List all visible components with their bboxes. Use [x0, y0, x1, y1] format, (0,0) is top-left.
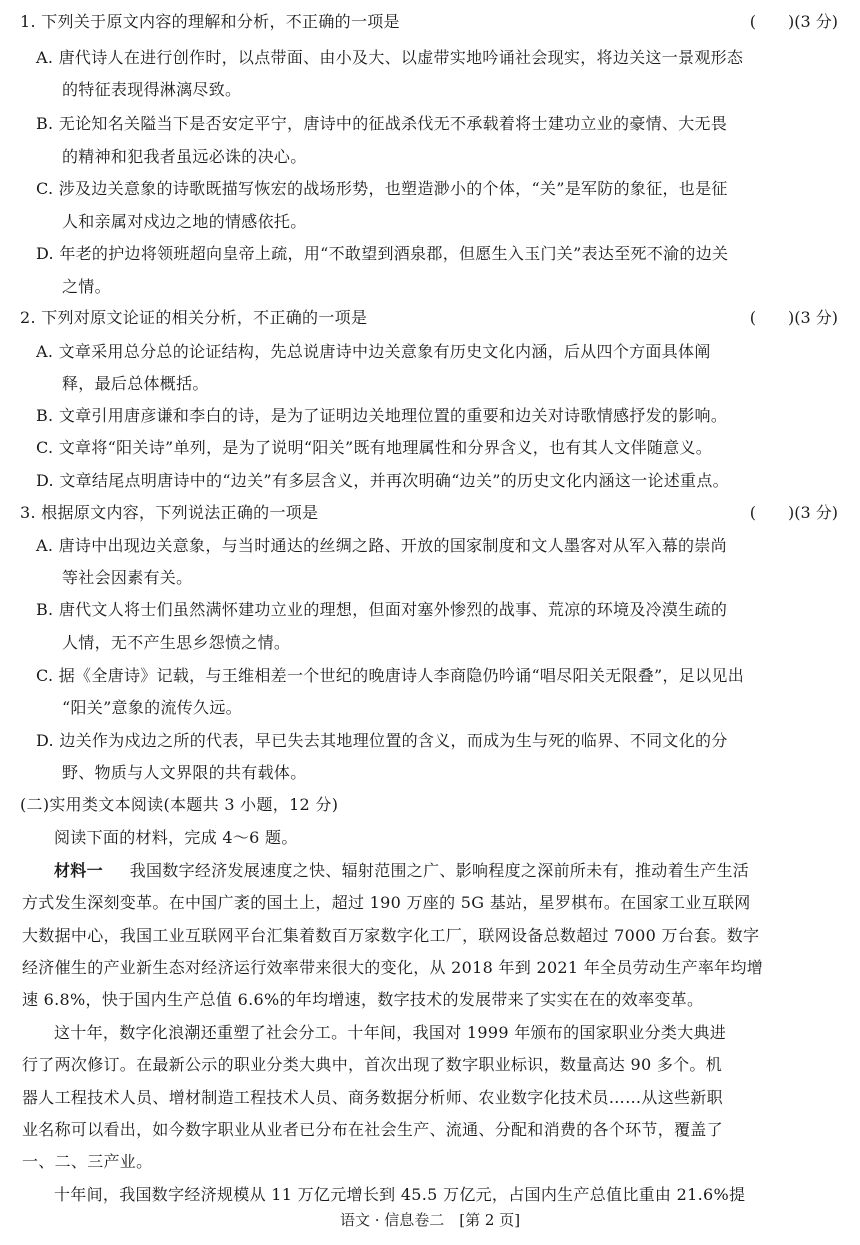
q1-option-b-line2: 的精神和犯我者虽远必诛的决心。	[62, 147, 307, 166]
q3-option-a-line2: 等社会因素有关。	[62, 568, 193, 587]
section-instruction: 阅读下面的材料，完成 4～6 题。	[54, 828, 298, 847]
question-3-stem: 3. 根据原文内容，下列说法正确的一项是	[20, 503, 319, 522]
q3-option-c-line1: C. 据《全唐诗》记载，与王维相差一个世纪的晚唐诗人李商隐仍吟诵“唱尽阳关无限叠”，足以见出	[36, 666, 745, 685]
question-3-score: ( )(3 分)	[749, 503, 838, 522]
question-1-stem: 1. 下列关于原文内容的理解和分析，不正确的一项是	[20, 12, 400, 31]
q1-option-b-line1: B. 无论知名关隘当下是否安定平宁，唐诗中的征战杀伐无不承载着将士建功立业的豪情、大无畏	[36, 114, 728, 133]
q2-option-d: D. 文章结尾点明唐诗中的“边关”有多层含义，并再次明确“边关”的历史文化内涵这一论述重点。	[36, 471, 729, 490]
q1-option-d-line2: 之情。	[62, 277, 111, 296]
material-1-paragraph-1-line5: 速 6.8%，快于国内生产总值 6.6%的年均增速，数字技术的发展带来了实实在在的效率变革。	[22, 990, 704, 1009]
q1-option-a-line1: A. 唐代诗人在进行创作时，以点带面、由小及大、以虚带实地吟诵社会现实，将边关这一景观形态	[36, 48, 744, 67]
material-text: 我国数字经济发展速度之快、辐射范围之广、影响程度之深前所未有，推动着生产生活	[129, 861, 750, 880]
question-1-score: ( )(3 分)	[749, 12, 838, 31]
q1-option-a-line2: 的特征表现得淋漓尽致。	[62, 80, 242, 99]
section-heading: (二)实用类文本阅读(本题共 3 小题，12 分)	[20, 795, 339, 814]
material-1-paragraph-1-line1	[54, 859, 749, 883]
q2-option-b: B. 文章引用唐彦谦和李白的诗，是为了证明边关地理位置的重要和边关对诗歌情感抒发的影响。	[36, 406, 728, 425]
q3-option-a-line1: A. 唐诗中出现边关意象，与当时通达的丝绸之路、开放的国家制度和文人墨客对从军入幕的崇尚	[36, 536, 727, 555]
q2-option-a-line1: A. 文章采用总分总的论证结构，先总说唐诗中边关意象有历史文化内涵，后从四个方面具体阐	[36, 342, 711, 361]
material-1-paragraph-1-line3: 大数据中心，我国工业互联网平台汇集着数百万家数字化工厂，联网设备总数超过 7000 万台套。数字	[22, 926, 760, 945]
q3-option-d-line1: D. 边关作为戍边之所的代表，早已失去其地理位置的含义，而成为生与死的临界、不同文化的分	[36, 731, 728, 750]
q1-option-c-line1: C. 涉及边关意象的诗歌既描写恢宏的战场形势，也塑造渺小的个体，“关”是军防的象征，也是征	[36, 179, 728, 198]
q1-option-d-line1: D. 年老的护边将领班超向皇帝上疏，用“不敢望到酒泉郡，但愿生入玉门关”表达至死不渝的边关	[36, 244, 729, 263]
q3-option-b-line1: B. 唐代文人将士们虽然满怀建功立业的理想，但面对塞外惨烈的战事、荒凉的环境及冷漠生疏的	[36, 600, 728, 619]
q3-option-d-line2: 野、物质与人文界限的共有载体。	[62, 763, 307, 782]
material-1-paragraph-2-line1: 这十年，数字化浪潮还重塑了社会分工。十年间，我国对 1999 年颁布的国家职业分类大典进	[54, 1023, 727, 1042]
question-2-stem: 2. 下列对原文论证的相关分析，不正确的一项是	[20, 308, 368, 327]
q1-option-c-line2: 人和亲属对戍边之地的情感依托。	[62, 212, 307, 231]
material-label: 材料一	[54, 861, 103, 880]
material-1-paragraph-3-line1: 十年间，我国数字经济规模从 11 万亿元增长到 45.5 万亿元，占国内生产总值比重由 21.6%提	[54, 1185, 746, 1204]
page-footer: 语文 · 信息卷二 [第 2 页]	[339, 1211, 521, 1229]
q2-option-a-line2: 释，最后总体概括。	[62, 374, 209, 393]
question-2-score: ( )(3 分)	[749, 308, 838, 327]
q2-option-c: C. 文章将“阳关诗”单列，是为了说明“阳关”既有地理属性和分界含义，也有其人文伴随意义。	[36, 438, 713, 457]
material-1-paragraph-2-line3: 器人工程技术人员、增材制造工程技术人员、商务数据分析师、农业数字化技术员……从这些新职	[22, 1088, 723, 1107]
material-1-paragraph-1-line2: 方式发生深刻变革。在中国广袤的国土上，超过 190 万座的 5G 基站，星罗棋布。在国家工业互联网	[22, 893, 751, 912]
q3-option-b-line2: 人情，无不产生思乡怨愤之情。	[62, 633, 291, 652]
material-1-paragraph-1-line4: 经济催生的产业新生态对经济运行效率带来很大的变化，从 2018 年到 2021 年全员劳动生产率年均增	[22, 958, 764, 977]
material-1-paragraph-2-line4: 业名称可以看出，如今数字职业从业者已分布在社会生产、流通、分配和消费的各个环节，覆盖了	[22, 1120, 723, 1139]
q3-option-c-line2: “阳关”意象的流传久远。	[62, 698, 242, 717]
material-1-paragraph-2-line2: 行了两次修订。在最新公示的职业分类大典中，首次出现了数字职业标识，数量高达 90 多个。机	[22, 1055, 723, 1074]
material-1-paragraph-2-line5: 一、二、三产业。	[22, 1152, 153, 1171]
